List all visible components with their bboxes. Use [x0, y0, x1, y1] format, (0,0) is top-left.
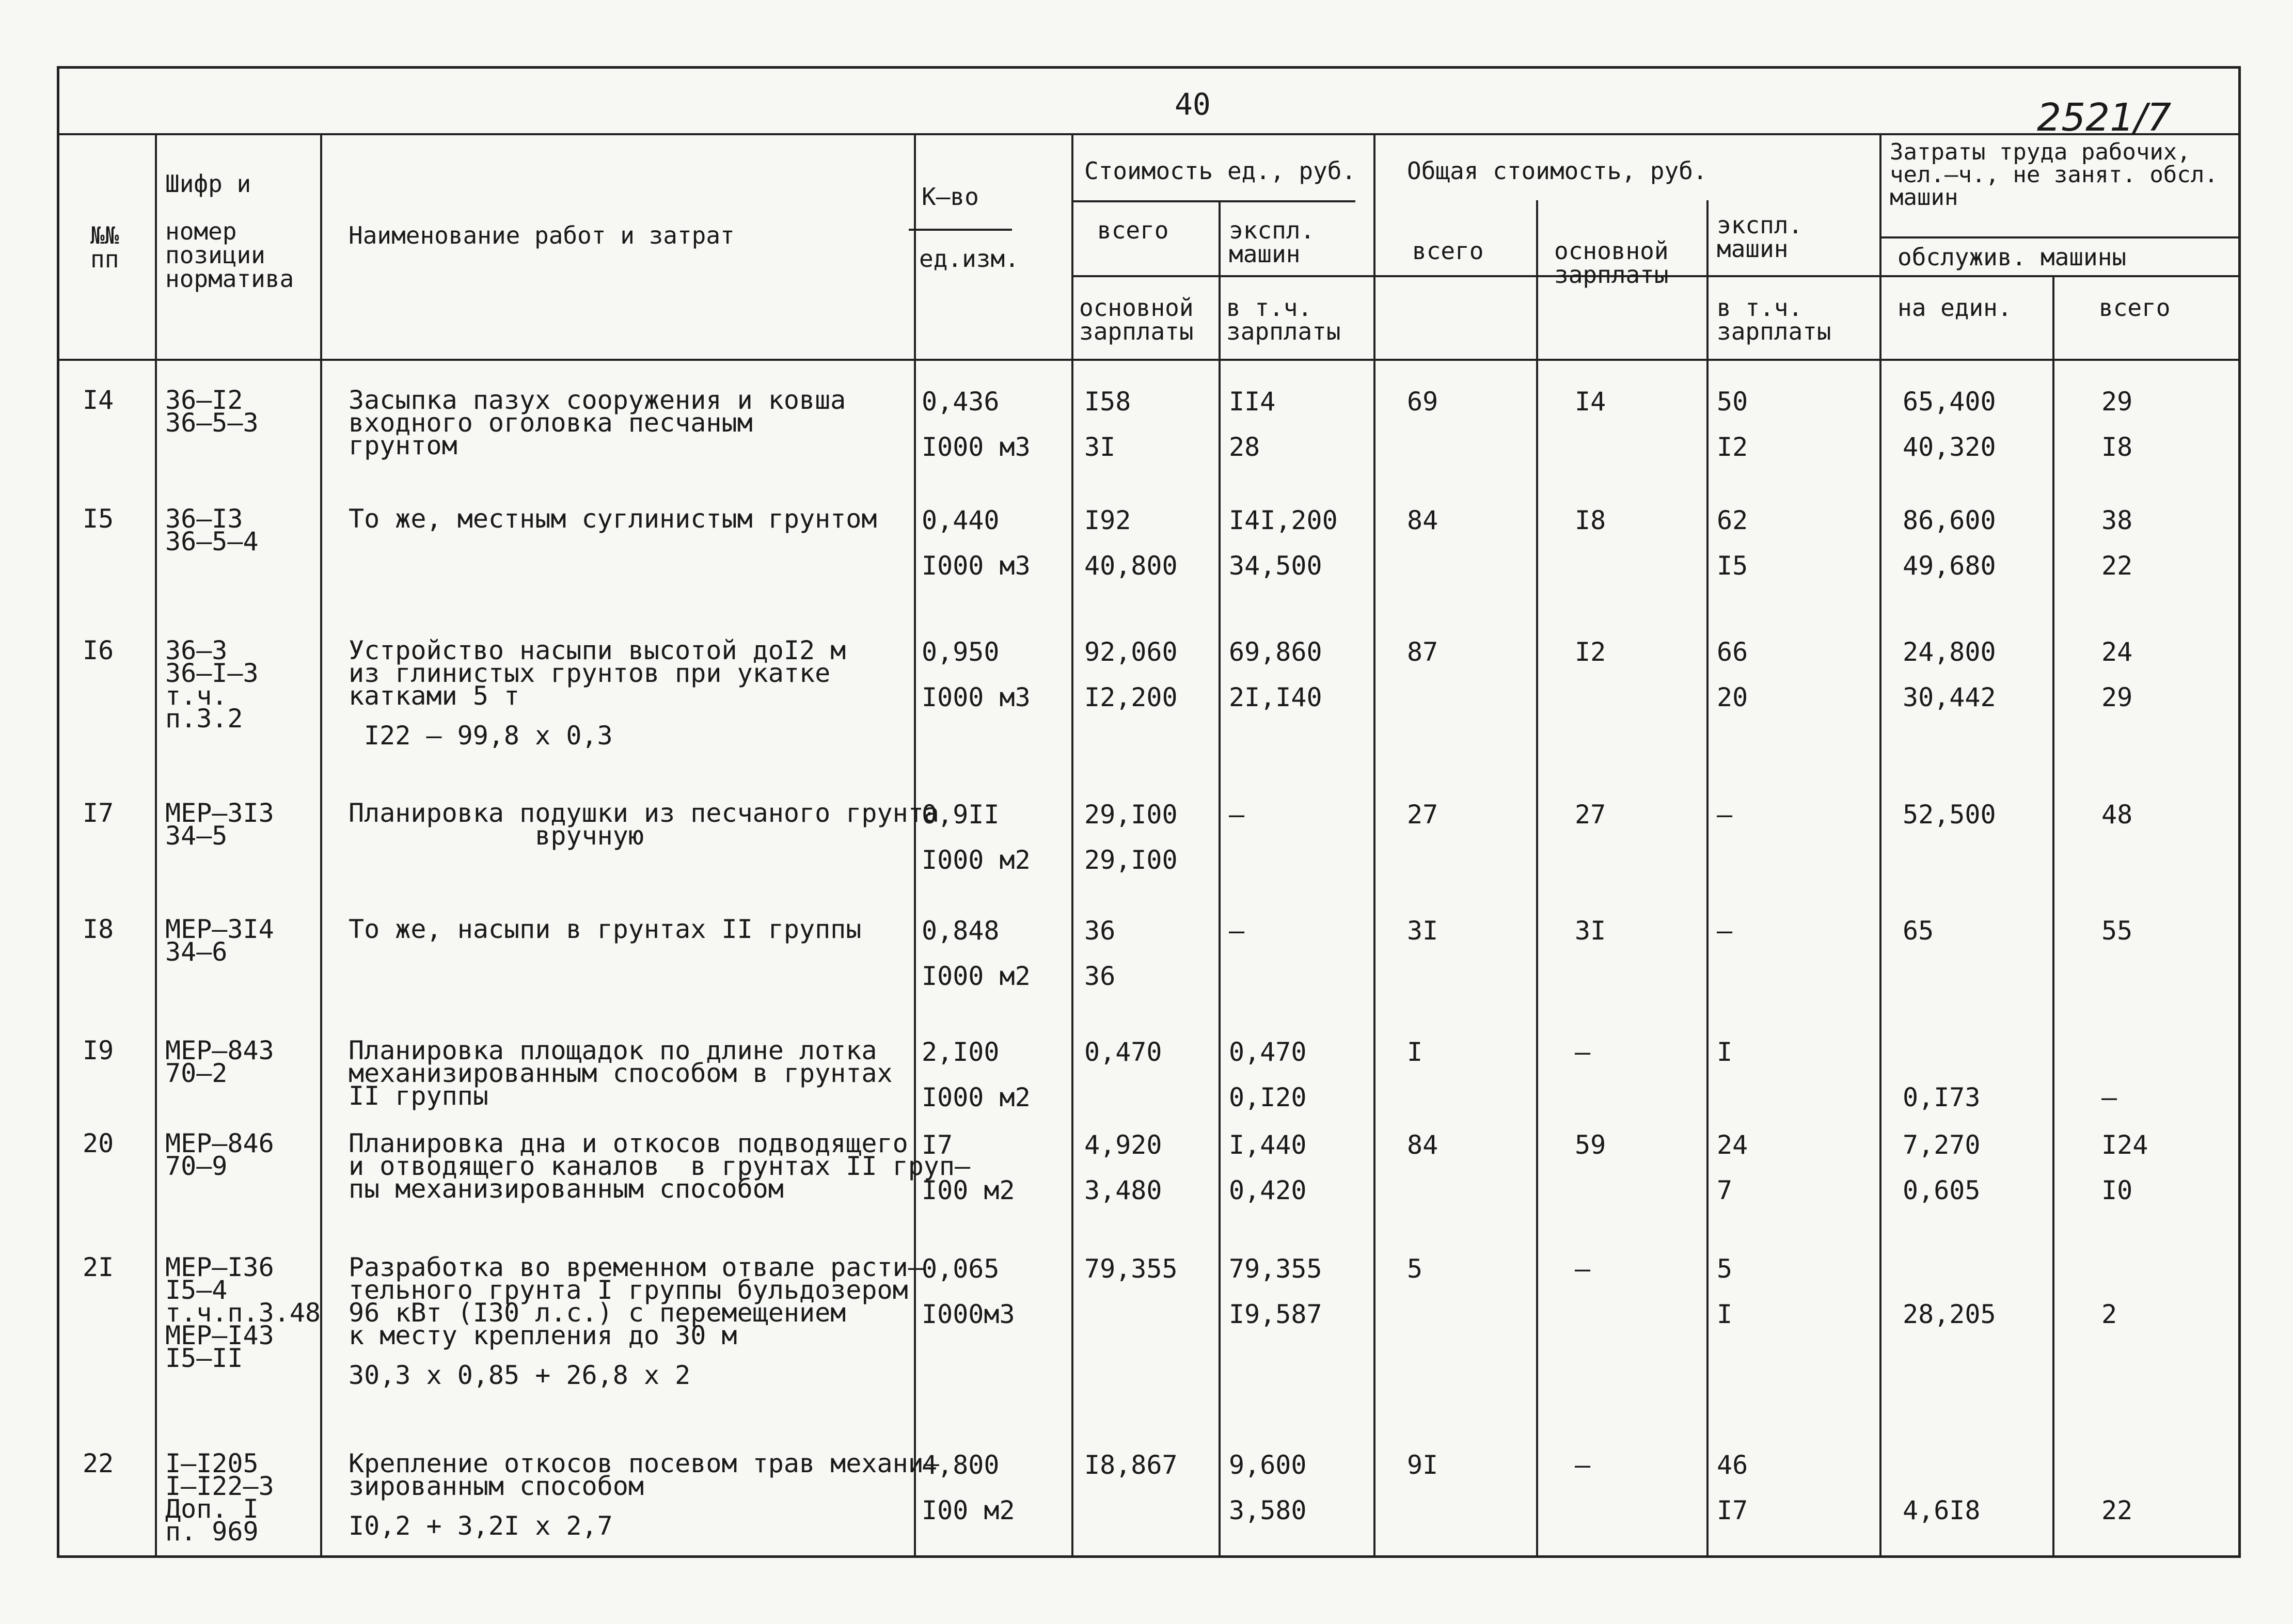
cell-uc1: 92,060 [1084, 637, 1178, 667]
cell-tm2: I7 [1717, 1495, 1748, 1525]
cell-um1: 79,355 [1229, 1254, 1322, 1284]
header-total-all: всего [1412, 237, 1484, 265]
cell-uc1: 0,470 [1084, 1037, 1162, 1067]
cell-l2: 0,I73 [1903, 1082, 1981, 1112]
cell-tm1: 62 [1717, 505, 1748, 535]
cell-num: I8 [83, 914, 114, 944]
cell-la1: 38 [2101, 505, 2133, 535]
cell-uc2: I2,200 [1084, 682, 1178, 712]
cell-unit: I000 м3 [922, 432, 1031, 462]
cell-tot: 9I [1407, 1450, 1438, 1480]
col-rule-9 [1879, 133, 1881, 1558]
cell-unit: I00 м2 [922, 1175, 1015, 1205]
cell-l1: 86,600 [1903, 505, 1996, 535]
rule-qty [909, 229, 1012, 231]
cell-la1: 29 [2101, 387, 2133, 417]
cell-tm2: I [1717, 1299, 1733, 1329]
cell-um2: 0,420 [1229, 1175, 1307, 1205]
cell-tot: I [1407, 1037, 1423, 1067]
cell-tm2: I2 [1717, 432, 1748, 462]
col-rule-7 [1536, 200, 1538, 1558]
cell-unit: I000 м3 [922, 682, 1031, 712]
cell-twage: – [1575, 1254, 1591, 1284]
cell-la2: 2 [2101, 1299, 2117, 1329]
header-total-wage: основной зарплаты [1554, 237, 1669, 289]
cell-qty: 4,800 [922, 1450, 1000, 1480]
rule-below-title [59, 133, 2238, 135]
cell-code: МЕР–843 70–2 [165, 1036, 274, 1088]
cell-l2: 40,320 [1903, 432, 1996, 462]
cell-tm1: 50 [1717, 387, 1748, 417]
cell-code: 36–I3 36–5–4 [165, 504, 259, 556]
cell-l2: 49,680 [1903, 551, 1996, 581]
cell-uc2: 36 [1084, 961, 1116, 991]
col-rule-8 [1706, 200, 1709, 1558]
cell-um1: – [1229, 916, 1245, 946]
cell-la2: 22 [2101, 1495, 2133, 1525]
cell-qty: 0,436 [922, 387, 1000, 417]
cell-tm1: I [1717, 1037, 1733, 1067]
cell-tm1: – [1717, 916, 1733, 946]
header-num: №№ пп [90, 221, 119, 273]
cell-num: I7 [83, 798, 114, 828]
cell-um1: 69,860 [1229, 637, 1322, 667]
cell-la2: 22 [2101, 551, 2133, 581]
cell-qty: 0,848 [922, 916, 1000, 946]
cell-code: МЕР–846 70–9 [165, 1128, 274, 1181]
cell-um1: 0,470 [1229, 1037, 1307, 1067]
cell-la2: 29 [2101, 682, 2133, 712]
cell-code: МЕР–3I4 34–6 [165, 914, 274, 967]
estimate-table [57, 66, 2241, 1558]
cell-tm1: 46 [1717, 1450, 1748, 1480]
cell-unit: I000м3 [922, 1299, 1015, 1329]
cell-tot: 5 [1407, 1254, 1423, 1284]
cell-tm2: 20 [1717, 682, 1748, 712]
header-total-cost: Общая стоимость, руб. [1407, 157, 1707, 185]
header-unit-mach: экспл. машин [1229, 216, 1315, 268]
cell-num: 20 [83, 1128, 114, 1158]
cell-la2: I8 [2101, 432, 2133, 462]
col-rule-10 [2052, 275, 2054, 1558]
cell-twage: 3I [1575, 916, 1606, 946]
cell-twage: – [1575, 1037, 1591, 1067]
cell-num: I5 [83, 504, 114, 534]
rule-subheader-mach [1071, 275, 1879, 277]
cell-um2: I9,587 [1229, 1299, 1322, 1329]
cell-tm2: 7 [1717, 1175, 1733, 1205]
cell-um1: 9,600 [1229, 1450, 1307, 1480]
cell-calc-formula: I22 – 99,8 х 0,3 [364, 721, 613, 751]
cell-code: 36–I2 36–5–3 [165, 385, 259, 438]
cell-l2: 4,6I8 [1903, 1495, 1981, 1525]
cell-num: I6 [83, 635, 114, 665]
rule-subheader-labor2 [1879, 275, 2238, 277]
cell-num: I4 [83, 385, 114, 415]
header-labor: Затраты труда рабочих, чел.–ч., не занят. обсл. машин [1890, 139, 2218, 211]
header-qty: К–во [922, 183, 979, 211]
cell-name: Планировка площадок по длине лотка механизированным способом в грунтах II группы [349, 1036, 893, 1111]
cell-code: 36–3 36–I–3 т.ч. п.3.2 [165, 635, 259, 734]
col-rule-4 [1071, 133, 1073, 1558]
cell-uc1: I58 [1084, 387, 1131, 417]
cell-twage: I8 [1575, 505, 1606, 535]
cell-name: Устройство насыпи высотой доI2 м из глинистых грунтов при укатке катками 5 т [349, 635, 846, 711]
cell-um2: 0,I20 [1229, 1082, 1307, 1112]
cell-tot: 84 [1407, 505, 1438, 535]
cell-tot: 69 [1407, 387, 1438, 417]
header-name: Наименование работ и затрат [349, 221, 735, 249]
cell-tm1: – [1717, 800, 1733, 830]
cell-uc2: 40,800 [1084, 551, 1178, 581]
header-unit-wage: основной зарплаты [1079, 294, 1194, 345]
header-unit-all: всего [1097, 216, 1169, 244]
cell-unit: I000 м2 [922, 961, 1031, 991]
cell-tm2: I5 [1717, 551, 1748, 581]
cell-code: МЕР–I36 I5–4 т.ч.п.3.48 МЕР–I43 I5–II [165, 1252, 321, 1373]
cell-tot: 87 [1407, 637, 1438, 667]
cell-la2: – [2101, 1082, 2117, 1112]
cell-calc-formula: 30,3 х 0,85 + 26,8 х 2 [349, 1360, 691, 1390]
cell-la1: 55 [2101, 916, 2133, 946]
cell-uc1: 4,920 [1084, 1130, 1162, 1160]
rule-below-header [59, 359, 2238, 361]
cell-calc-formula: I0,2 + 3,2I х 2,7 [349, 1511, 613, 1541]
rule-subheader-labor [1879, 236, 2238, 238]
cell-name: Планировка дна и откосов подводящего и отводящего каналов в грунтах II груп– пы механизированным способом [349, 1128, 971, 1204]
cell-uc1: I92 [1084, 505, 1131, 535]
cell-twage: – [1575, 1450, 1591, 1480]
cell-num: 2I [83, 1252, 114, 1282]
cell-name: То же, местным суглинистым грунтом [349, 504, 877, 534]
cell-name: То же, насыпи в грунтах II группы [349, 914, 862, 944]
header-code: Шифр и номер позиции норматива [165, 170, 294, 293]
cell-uc2: 29,I00 [1084, 845, 1178, 875]
col-rule-6 [1373, 133, 1375, 1558]
cell-qty: 0,9II [922, 800, 1000, 830]
cell-twage: 59 [1575, 1130, 1606, 1160]
cell-tm1: 5 [1717, 1254, 1733, 1284]
col-rule-1 [155, 133, 157, 1558]
header-labor-serv: обслужив. машины [1897, 243, 2127, 271]
cell-um2: 28 [1229, 432, 1260, 462]
cell-l1: 52,500 [1903, 800, 1996, 830]
page-number: 40 [1175, 87, 1211, 122]
cell-um2: 2I,I40 [1229, 682, 1322, 712]
cell-uc1: I8,867 [1084, 1450, 1178, 1480]
cell-um2: 3,580 [1229, 1495, 1307, 1525]
cell-um1: I,440 [1229, 1130, 1307, 1160]
cell-twage: 27 [1575, 800, 1606, 830]
header-qty-unit: ед.изм. [919, 245, 1019, 273]
cell-name: Засыпка пазух сооружения и ковша входного оголовка песчаным грунтом [349, 385, 846, 460]
cell-uc2: 3I [1084, 432, 1116, 462]
cell-code: I–I205 I–I22–3 Доп. I п. 969 [165, 1448, 274, 1547]
cell-qty: 2,I00 [922, 1037, 1000, 1067]
header-total-mach: экспл. машин [1717, 211, 1803, 263]
header-labor-all: всего [2099, 294, 2171, 322]
cell-name: Планировка подушки из песчаного грунта вручную [349, 798, 939, 851]
cell-unit: I000 м3 [922, 551, 1031, 581]
cell-l1: 24,800 [1903, 637, 1996, 667]
cell-unit: I00 м2 [922, 1495, 1015, 1525]
cell-twage: I4 [1575, 387, 1606, 417]
cell-l2: 28,205 [1903, 1299, 1996, 1329]
cell-unit: I000 м2 [922, 1082, 1031, 1112]
cell-l2: 30,442 [1903, 682, 1996, 712]
cell-l1: 7,270 [1903, 1130, 1981, 1160]
cell-um1: II4 [1229, 387, 1276, 417]
cell-tot: 27 [1407, 800, 1438, 830]
cell-uc1: 36 [1084, 916, 1116, 946]
cell-um1: I4I,200 [1229, 505, 1338, 535]
header-total-incl: в т.ч. зарплаты [1717, 294, 1831, 345]
cell-num: I9 [83, 1036, 114, 1065]
cell-qty: 0,065 [922, 1254, 1000, 1284]
cell-l1: 65 [1903, 916, 1934, 946]
cell-l1: 65,400 [1903, 387, 1996, 417]
header-unit-incl: в т.ч. зарплаты [1226, 294, 1341, 345]
cell-unit: I000 м2 [922, 845, 1031, 875]
col-rule-5 [1219, 200, 1221, 1558]
cell-tm1: 24 [1717, 1130, 1748, 1160]
document-reference: 2521/7 [2037, 95, 2172, 140]
cell-qty: 0,440 [922, 505, 1000, 535]
cell-um2: 34,500 [1229, 551, 1322, 581]
cell-num: 22 [83, 1448, 114, 1478]
cell-l2: 0,605 [1903, 1175, 1981, 1205]
cell-uc1: 29,I00 [1084, 800, 1178, 830]
cell-la1: I24 [2101, 1130, 2148, 1160]
cell-twage: I2 [1575, 637, 1606, 667]
header-unit-cost: Стоимость ед., руб. [1084, 157, 1356, 185]
cell-name: Разработка во временном отвале расти– тельного грунта I группы бульдозером 96 кВт (I30 л.с.) с перемещением к месту крепления до 30 м [349, 1252, 924, 1350]
cell-qty: 0,950 [922, 637, 1000, 667]
cell-tm1: 66 [1717, 637, 1748, 667]
cell-code: МЕР–3I3 34–5 [165, 798, 274, 851]
rule-subheader-unit [1071, 200, 1355, 202]
header-labor-unit: на един. [1897, 294, 2012, 322]
cell-um1: – [1229, 800, 1245, 830]
cell-la1: 48 [2101, 800, 2133, 830]
cell-tot: 84 [1407, 1130, 1438, 1160]
cell-name: Крепление откосов посевом трав механи– зированным способом [349, 1448, 939, 1501]
cell-uc2: 3,480 [1084, 1175, 1162, 1205]
cell-uc1: 79,355 [1084, 1254, 1178, 1284]
cell-la1: 24 [2101, 637, 2133, 667]
cell-tot: 3I [1407, 916, 1438, 946]
cell-qty: I7 [922, 1130, 953, 1160]
cell-la2: I0 [2101, 1175, 2133, 1205]
